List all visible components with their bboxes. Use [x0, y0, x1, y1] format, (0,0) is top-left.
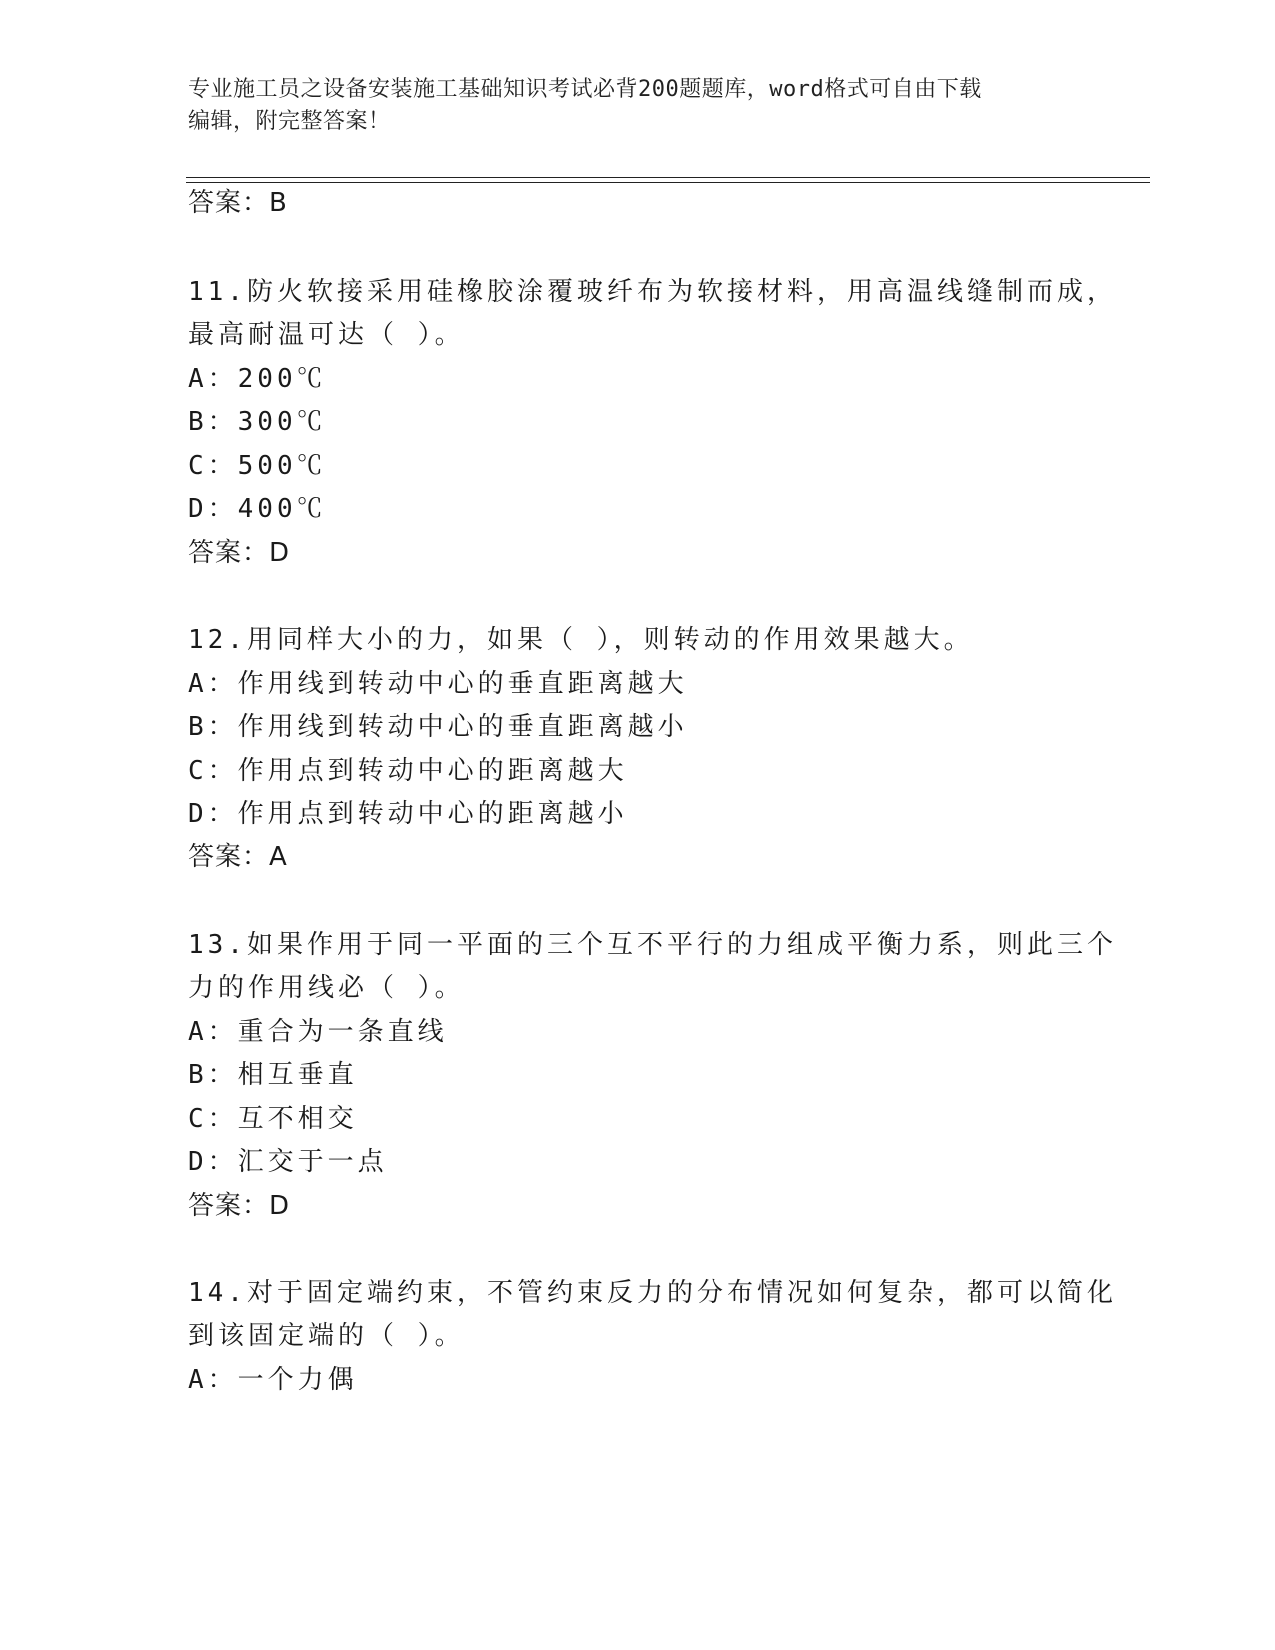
question-12-option-a: A：作用线到转动中心的垂直距离越大: [188, 669, 688, 699]
answer-previous: 答案：B: [188, 188, 288, 218]
question-11-option-a: A：200℃: [188, 364, 327, 394]
question-13-option-d: D：汇交于一点: [188, 1147, 388, 1177]
question-12-answer: 答案：A: [188, 842, 288, 872]
question-12-option-d: D：作用点到转动中心的距离越小: [188, 799, 628, 829]
question-13-option-a: A：重合为一条直线: [188, 1017, 448, 1047]
question-13-stem-line-2: 力的作用线必（ ）。: [188, 973, 465, 1003]
document-header: [188, 74, 1088, 138]
question-13-option-c: C：互不相交: [188, 1104, 358, 1134]
question-11-option-c: C：500℃: [188, 451, 327, 481]
question-11-option-d: D：400℃: [188, 494, 327, 524]
header-rule-top: [186, 177, 1150, 178]
question-12-option-c: C：作用点到转动中心的距离越大: [188, 756, 628, 786]
question-11-stem-line-1: 11.防火软接采用硅橡胶涂覆玻纤布为软接材料，用高温线缝制而成，: [188, 277, 1117, 307]
question-14-option-a: A：一个力偶: [188, 1365, 358, 1395]
question-14-stem-line-2: 到该固定端的（ ）。: [188, 1321, 465, 1351]
question-11-answer: 答案：D: [188, 538, 291, 568]
question-13-answer: 答案：D: [188, 1191, 291, 1221]
question-12-stem-line-1: 12.用同样大小的力，如果（ ），则转动的作用效果越大。: [188, 625, 974, 655]
header-rule-bottom: [186, 182, 1150, 183]
header-line-2: 编辑，附完整答案！: [188, 109, 391, 134]
question-12-option-b: B：作用线到转动中心的垂直距离越小: [188, 712, 688, 742]
question-13-option-b: B：相互垂直: [188, 1060, 358, 1090]
header-line-1: 专业施工员之设备安装施工基础知识考试必背200题题库，word格式可自由下载: [188, 77, 982, 102]
question-13-stem-line-1: 13.如果作用于同一平面的三个互不平行的力组成平衡力系，则此三个: [188, 930, 1117, 960]
question-11-stem-line-2: 最高耐温可达（ ）。: [188, 320, 465, 350]
question-14-stem-line-1: 14.对于固定端约束，不管约束反力的分布情况如何复杂，都可以简化: [188, 1278, 1117, 1308]
question-11-option-b: B：300℃: [188, 407, 327, 437]
